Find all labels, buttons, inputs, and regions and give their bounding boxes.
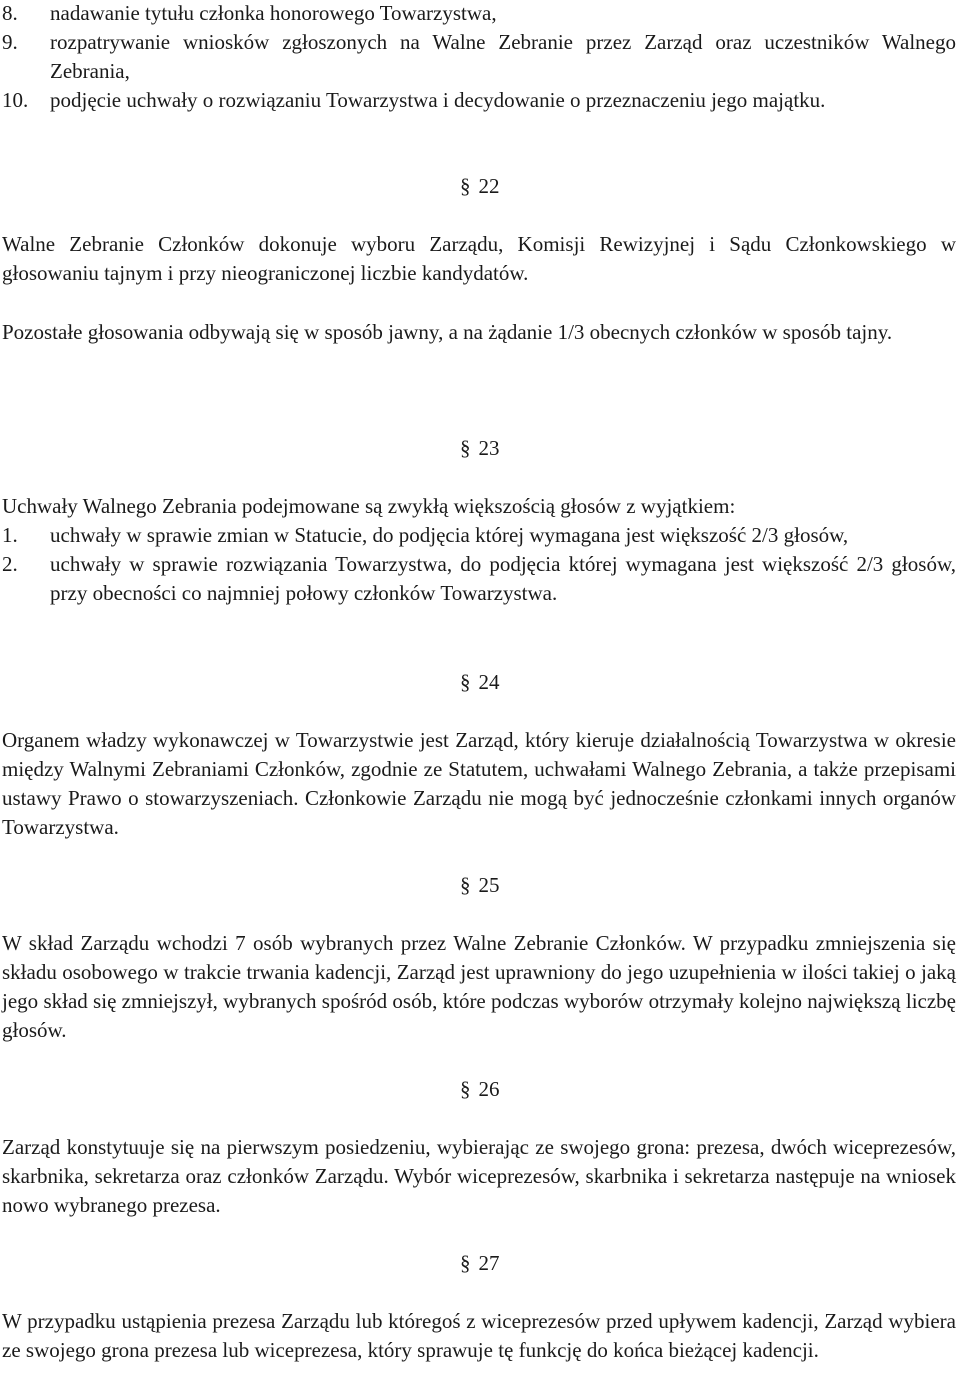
list-item — [2, 0, 956, 28]
paragraph: Organem władzy wykonawczej w Towarzystwie jest Zarząd, który kieruje działalnością Towarzystwa w okresie między Walnymi Zebraniami Członków, zgodnie ze Statutem, uchwałami Walnego Zebrania, a także przepisami ustawy Prawo o stowarzyszeniach. Członkowie Zarządu nie mogą być jednocześnie członkami innych organów Towarzystwa. — [2, 728, 956, 839]
list-item — [2, 550, 956, 608]
paragraph: Uchwały Walnego Zebrania podejmowane są zwykłą większością głosów z wyjątkiem: — [2, 494, 736, 518]
paragraph: W skład Zarządu wchodzi 7 osób wybranych przez Walne Zebranie Członków. W przypadku zmniejszenia się składu osobowego w trakcie trwania kadencji, Zarząd jest uprawniony do jego uzupełnienia w ilości takiej o jaką jego skład się zmniejszył, wybranych spośród osób, które podczas wyborów otrzymały kolejno największą liczbę głosów. — [2, 931, 956, 1042]
section-23 — [2, 434, 956, 463]
section-heading — [2, 1249, 956, 1278]
paragraph-symbol: § — [460, 436, 471, 460]
list-item — [2, 28, 956, 86]
paragraph-symbol: § — [460, 1077, 471, 1101]
section-22-body-2 — [2, 318, 956, 347]
section-23-body — [2, 492, 956, 608]
section-22-body — [2, 230, 956, 288]
section-heading — [2, 668, 956, 697]
section-25 — [2, 871, 956, 900]
paragraph-symbol: § — [460, 1251, 471, 1275]
section-27-body — [2, 1307, 956, 1365]
list-number: 10. — [2, 88, 29, 112]
section-24 — [2, 668, 956, 697]
section-25-body — [2, 929, 956, 1045]
section-number: 22 — [478, 174, 500, 198]
paragraph-symbol: § — [460, 174, 471, 198]
paragraph-symbol: § — [460, 873, 471, 897]
list-number: 2. — [2, 552, 18, 576]
list-text: nadawanie tytułu członka honorowego Towarzystwa, — [50, 1, 497, 25]
section-26 — [2, 1075, 956, 1104]
paragraph: Walne Zebranie Członków dokonuje wyboru Zarządu, Komisji Rewizyjnej i Sądu Członkowskiego w głosowaniu tajnym i przy nieograniczonej liczbie kandydatów. — [2, 232, 956, 285]
list-item — [2, 86, 956, 115]
section-number: 25 — [478, 873, 500, 897]
list-number: 9. — [2, 30, 18, 54]
section-heading — [2, 871, 956, 900]
section-27 — [2, 1249, 956, 1278]
section-number: 23 — [478, 436, 500, 460]
section-number: 27 — [478, 1251, 500, 1275]
section-22 — [2, 172, 956, 201]
section-number: 26 — [478, 1077, 500, 1101]
list-text: rozpatrywanie wniosków zgłoszonych na Walne Zebranie przez Zarząd oraz uczestników Walnego Zebrania, — [50, 30, 956, 83]
section-heading — [2, 1075, 956, 1104]
list-number: 8. — [2, 1, 18, 25]
paragraph-symbol: § — [460, 670, 471, 694]
section-24-body — [2, 726, 956, 842]
list-item — [2, 521, 956, 550]
paragraph: Pozostałe głosowania odbywają się w sposób jawny, a na żądanie 1/3 obecnych członków w sposób tajny. — [2, 320, 893, 344]
section-number: 24 — [478, 670, 500, 694]
section-heading — [2, 172, 956, 201]
section-heading — [2, 434, 956, 463]
section-26-body — [2, 1133, 956, 1220]
top-list — [2, 0, 956, 115]
list-text: uchwały w sprawie zmian w Statucie, do podjęcia której wymagana jest większość 2/3 głosów, — [50, 523, 849, 547]
paragraph: W przypadku ustąpienia prezesa Zarządu lub któregoś z wiceprezesów przed upływem kadencji, Zarząd wybiera ze swojego grona prezesa lub wiceprezesa, który sprawuje tę funkcję do końca bieżącej kadencji. — [2, 1309, 956, 1362]
list-number: 1. — [2, 523, 18, 547]
list-text: uchwały w sprawie rozwiązania Towarzystwa, do podjęcia której wymagana jest większość 2/3 głosów, przy obecności co najmniej połowy członków Towarzystwa. — [50, 552, 956, 605]
paragraph: Zarząd konstytuuje się na pierwszym posiedzeniu, wybierając ze swojego grona: prezesa, dwóch wiceprezesów, skarbnika, sekretarza oraz członków Zarządu. Wybór wiceprezesów, skarbnika i sekretarza następuje na wniosek nowo wybranego prezesa. — [2, 1135, 956, 1217]
list-text: podjęcie uchwały o rozwiązaniu Towarzystwa i decydowanie o przeznaczeniu jego majątku. — [50, 88, 826, 112]
